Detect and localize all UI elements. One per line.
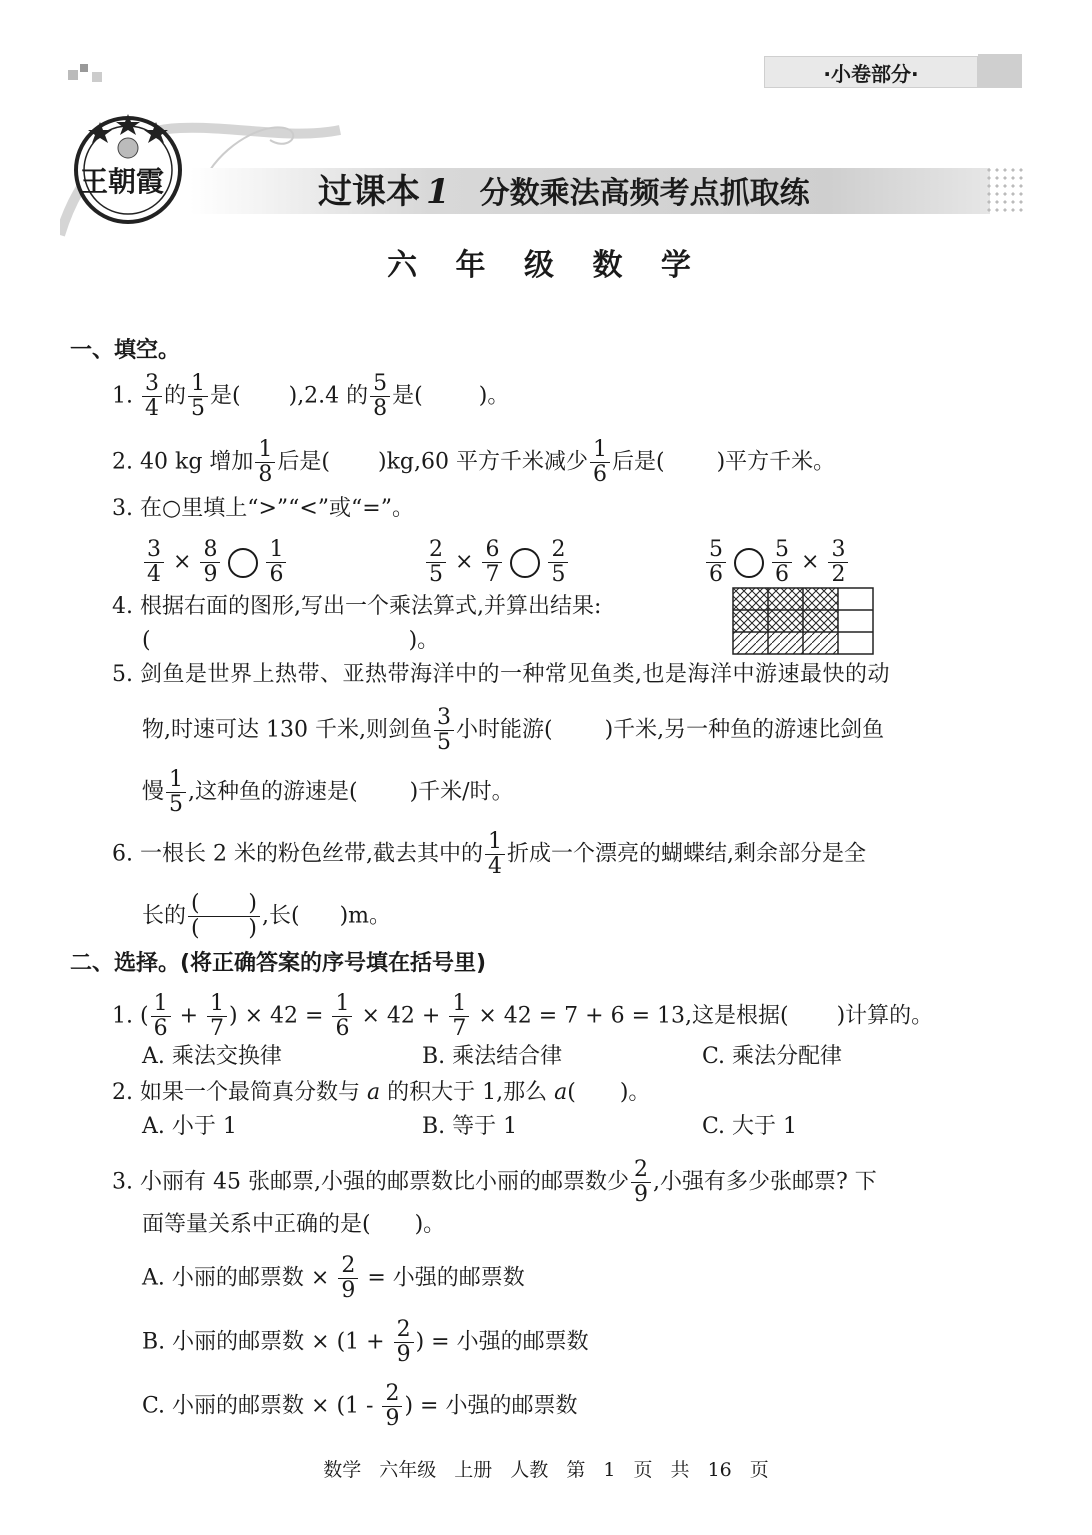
fraction: $\frac{3}{4}$ xyxy=(142,372,162,421)
brand-name: 王朝霞 xyxy=(80,165,165,198)
corner-decoration xyxy=(68,64,108,84)
grade-subtitle: 六 年 级 数 学 xyxy=(387,248,705,283)
s2-q2: 2. 如果一个最简真分数与 a 的积大于 1,那么 a( )。 xyxy=(112,1080,651,1105)
tag-decoration xyxy=(978,54,1022,88)
compare-circle[interactable] xyxy=(734,548,764,578)
section-tag: ·小卷部分· xyxy=(764,56,978,88)
s1-q3-expr3: $\frac{5}{6}$ $\frac{5}{6}$ × $\frac{3}{2}$ xyxy=(704,538,850,587)
compare-circle[interactable] xyxy=(228,548,258,578)
s1-q1: 1. $\frac{3}{4}$ 的 $\frac{1}{5}$ 是( ),2.4 的 $\frac{5}{8}$ 是( )。 xyxy=(112,371,510,421)
s1-q3-expr2: $\frac{2}{5}$ × $\frac{6}{7}$ $\frac{2}{5}$ xyxy=(424,538,570,587)
s2-q3-optA[interactable]: A. 小丽的邮票数 × $\frac{2}{9}$ = 小强的邮票数 xyxy=(142,1253,525,1303)
s1-q4: 4. 根据右面的图形,写出一个乘法算式,并算出结果: xyxy=(112,594,602,619)
blank-fraction[interactable]: ( ) ( ) xyxy=(188,892,260,941)
fraction-grid-figure xyxy=(732,587,874,655)
s1-q5-l1: 5. 剑鱼是世界上热带、亚热带海洋中的一种常见鱼类,也是海洋中游速最快的动 xyxy=(112,662,890,687)
section2-heading: 二、选择。(将正确答案的序号填在括号里) xyxy=(70,951,487,976)
s2-q3-l1: 3. 小丽有 45 张邮票,小强的邮票数比小丽的邮票数少 $\frac{2}{9}$ ,小强有多少张邮票? 下 xyxy=(112,1157,877,1207)
s2-q3-optC[interactable]: C. 小丽的邮票数 × (1 - $\frac{2}{9}$ ) = 小强的邮票数 xyxy=(142,1381,578,1431)
s1-q6-l1: 6. 一根长 2 米的粉色丝带,截去其中的 $\frac{1}{4}$ 折成一个漂亮的蝴蝶结,剩余部分是全 xyxy=(112,829,866,879)
fraction: $\frac{1}{5}$ xyxy=(188,372,208,421)
section1-heading: 一、填空。 xyxy=(70,338,181,363)
fraction: $\frac{1}{8}$ xyxy=(255,438,275,487)
s1-q2: 2. 40 kg 增加 $\frac{1}{8}$ 后是( )kg,60 平方千米减少 $\frac{1}{6}$ 后是( )平方千米。 xyxy=(112,437,836,487)
s1-q6-l2: 长的 ( ) ( ) ,长( )m。 xyxy=(142,891,392,941)
s1-q3: 3. 在○里填上“>”“<”或“=”。 xyxy=(112,496,414,521)
s1-q5-l3: 慢 $\frac{1}{5}$ ,这种鱼的游速是( )千米/时。 xyxy=(142,767,514,817)
page-title: 过课本 1 分数乘法高频考点抓取练 xyxy=(318,172,810,212)
s2-q1-optC[interactable]: C. 乘法分配律 xyxy=(702,1044,843,1069)
s1-q5-l2: 物,时速可达 130 千米,则剑鱼 $\frac{3}{5}$ 小时能游( )千米,另一种鱼的游速比剑鱼 xyxy=(142,705,885,755)
s2-q1-optB[interactable]: B. 乘法结合律 xyxy=(422,1044,563,1069)
fraction: $\frac{5}{8}$ xyxy=(370,372,390,421)
s1-q3-expr1: $\frac{3}{4}$ × $\frac{8}{9}$ $\frac{1}{6}$ xyxy=(142,538,288,587)
s2-q2-optA[interactable]: A. 小于 1 xyxy=(142,1114,237,1139)
s1-q4-blank: ( )。 xyxy=(142,628,440,653)
s2-q3-optB[interactable]: B. 小丽的邮票数 × (1 + $\frac{2}{9}$ ) = 小强的邮票数 xyxy=(142,1317,589,1367)
s2-q1-optA[interactable]: A. 乘法交换律 xyxy=(142,1044,282,1069)
compare-circle[interactable] xyxy=(510,548,540,578)
s2-q2-optB[interactable]: B. 等于 1 xyxy=(422,1114,518,1139)
page-footer: 数学 六年级 上册 人教 第 1 页 共 16 页 xyxy=(323,1459,769,1481)
fraction: $\frac{1}{6}$ xyxy=(590,438,610,487)
s2-q3-l2: 面等量关系中正确的是( )。 xyxy=(142,1212,446,1237)
title-dots xyxy=(985,166,1025,214)
s2-q1: 1. ( $\frac{1}{6}$ + $\frac{1}{7}$ ) × 42 = $\frac{1}{6}$ × 42 + $\frac{1}{7}$ × 42 = 7 + 6 = 13,这是根据( )计算的。 xyxy=(112,991,934,1041)
s2-q2-optC[interactable]: C. 大于 1 xyxy=(702,1114,798,1139)
